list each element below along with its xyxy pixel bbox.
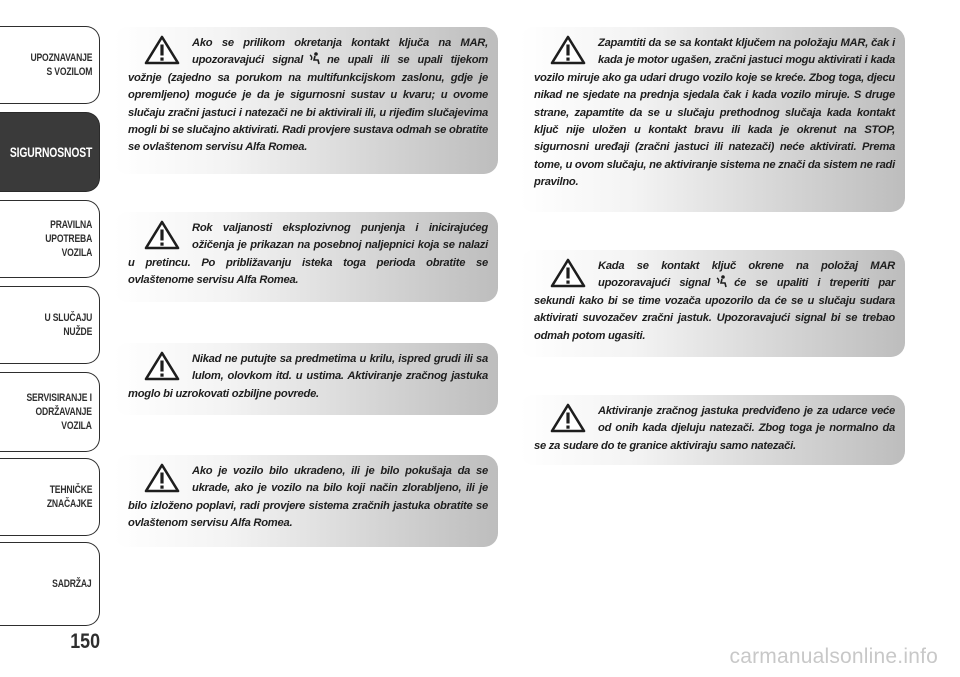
warning-triangle-icon xyxy=(550,258,586,288)
warning-box-stolen xyxy=(114,455,498,547)
warning-text: Ako se prilikom okretanja kontakt ključa na MAR, upozoravajući signal ne upali ili se upali tijekom vožnje (zajedno sa porukom na multifunkcijskom zaslonu, gdje je opremljeno) moguće je da je sigurnosni sustav u kvaru; u ovome slučaju zračni jastuci i natezači ne bi aktivirali ili, u rijeđim slučajevima mogli bi se slučajno aktivirati. Radi provjere sustava odmah se obratite se ovlaštenom servisu Alfa Romea. xyxy=(128,37,489,154)
warning-text: Kada se kontakt ključ okrene na položaj MAR upozoravajući signal će se upaliti i treperiti par sekundi kako bi se time vozača upozorilo da će se u slučaju sudara aktivirati suvozačev zračni jastuk. Upozoravajući signal bi se trebao odmah potom ugasiti. xyxy=(534,260,895,342)
warning-triangle-icon xyxy=(144,220,180,250)
tab-upoznavanje[interactable] xyxy=(0,26,100,104)
tab-tehnicke-znacajke[interactable] xyxy=(0,458,100,536)
tab-label: SADRŽAJ xyxy=(52,578,92,590)
tab-label: TEHNIČKE ZNAČAJKE xyxy=(46,484,92,510)
airbag-warning-light-icon xyxy=(309,52,321,65)
page-number: 150 xyxy=(70,630,100,653)
tab-label: PRAVILNA UPOTREBA VOZILA xyxy=(45,219,92,259)
tab-label: UPOZNAVANJE S VOZILOM xyxy=(30,52,92,78)
warning-text: Nikad ne putujte sa predmetima u krilu, ispred grudi ili sa lulom, olovkom itd. u ustima. Aktiviranje zračnog jastuka moglo bi uzrokovati ozbiljne povrede. xyxy=(128,353,488,400)
passenger-airbag-light-icon xyxy=(716,275,728,288)
warning-box-activation xyxy=(520,395,905,465)
warning-triangle-icon xyxy=(144,351,180,381)
tab-label: U SLUČAJU NUŽDE xyxy=(44,312,92,338)
warning-box-key-mar xyxy=(520,27,905,212)
tab-label: SIGURNOSNOST xyxy=(9,144,92,160)
warning-box-objects xyxy=(114,343,498,415)
warning-triangle-icon xyxy=(550,403,586,433)
warning-triangle-icon xyxy=(550,35,586,65)
tab-u-slucaju-nuzde[interactable] xyxy=(0,286,100,364)
warning-text: Rok valjanosti eksplozivnog punjenja i inicirajućeg ožičenja je prikazan na posebnoj naljepnici koja se nalazi u pretincu. Po približavanju isteka toga perioda obratite se ovlaštenome servisu Alfa Romea. xyxy=(128,222,488,287)
warning-text: Zapamtiti da se sa kontakt ključem na položaju MAR, čak i kada je motor ugašen, zračni jastuci mogu aktivirati i kada vozilo miruje ako ga udari drugo vozilo koje se kreće. Zbog toga, djecu nikad ne sjedate na prednja sjedala čak i kada vozilo miruje. S druge strane, zapamtite da se u slučaju prethodnog slučaja kada kontakt ključ nije uložen u kontakt bravu ili kada je okrenut na STOP, sigurnosni uređaji (zračni jastuci ili natezači) neće aktivirati. Prema tome, u ovom slučaju, ne aktiviranje sistema ne znači da sistem ne radi pravilno. xyxy=(534,37,895,189)
warning-box-signal-fault xyxy=(114,27,498,174)
warning-text: Aktiviranje zračnog jastuka predviđeno je za udarce veće od onih kada djeluju natezači. Zbog toga je normalno da se za sudare do te granice aktiviraju samo natezači. xyxy=(534,405,895,452)
warning-triangle-icon xyxy=(144,463,180,493)
tab-sadrzaj[interactable] xyxy=(0,542,100,626)
tab-pravilna-upotreba[interactable] xyxy=(0,200,100,278)
tab-label: SERVISIRANJE I ODRŽAVANJE VOZILA xyxy=(26,392,92,432)
warning-box-validity xyxy=(114,212,498,302)
warning-box-passenger-airbag xyxy=(520,250,905,357)
watermark: carmanualsonline.info xyxy=(729,645,938,668)
tab-servisiranje[interactable] xyxy=(0,372,100,452)
tab-sigurnosnost[interactable] xyxy=(0,112,100,192)
warning-triangle-icon xyxy=(144,35,180,65)
warning-text: Ako je vozilo bilo ukradeno, ili je bilo pokušaja da se ukrade, ako je vozilo na bilo koji način zlorabljeno, ili je bilo izloženo poplavi, radi provjere sistema zračnih jastuka obratite se ovlaštenom servisu Alfa Romea. xyxy=(128,465,488,530)
